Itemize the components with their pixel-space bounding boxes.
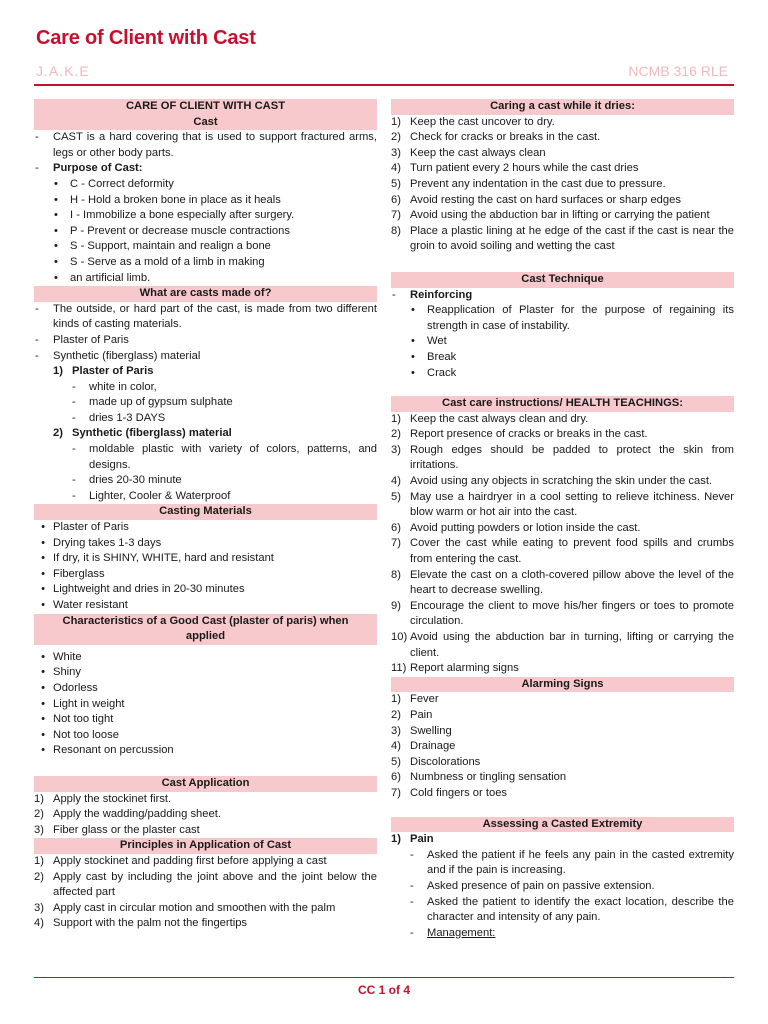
list-item: • P - Prevent or decrease muscle contractions — [54, 224, 290, 237]
list-item: 1) Keep the cast always clean and dry. — [391, 412, 589, 425]
list-item: • Not too loose — [41, 728, 119, 741]
list-item: - white in color, — [72, 380, 157, 393]
list-item: 3) Rough edges should be padded to protect the skin from irritations. — [391, 443, 734, 472]
list-item: 7) Avoid using the abduction bar in lifting or carrying the patient — [391, 209, 710, 222]
list-item: • Fiberglass — [41, 567, 105, 580]
list-item: 7) Cold fingers or toes — [391, 786, 508, 799]
casts-made-of-header: What are casts made of? — [34, 286, 377, 302]
list-item: 2) Pain — [391, 708, 433, 721]
casting-materials-header: Casting Materials — [34, 504, 377, 520]
main-section-header: CARE OF CLIENT WITH CAST — [34, 99, 377, 115]
list-item: 3) Keep the cast always clean — [391, 146, 546, 159]
list-item: - made up of gypsum sulphate — [72, 396, 233, 409]
list-item: 4) Drainage — [391, 740, 456, 753]
list-item: 5) Prevent any indentation in the cast due to pressure. — [391, 177, 666, 190]
author-label: J.A.K.E — [36, 63, 90, 79]
list-item: - Lighter, Cooler & Waterproof — [72, 489, 231, 502]
alarming-signs-header: Alarming Signs — [391, 677, 734, 693]
cast-header: Cast — [34, 115, 377, 131]
left-column — [34, 99, 377, 932]
list-item: - The outside, or hard part of the cast, is made from two different kinds of casting materials. — [35, 302, 377, 331]
list-item: 2) Apply the wadding/padding sheet. — [34, 808, 221, 821]
reinforcing-label: - Reinforcing — [392, 288, 473, 301]
course-code: NCMB 316 RLE — [628, 63, 728, 79]
document-title: Care of Client with Cast — [36, 27, 256, 49]
list-item: 3) Apply cast in circular motion and smoothen with the palm — [34, 901, 336, 914]
list-item: 10) Avoid using the abduction bar in turning, lifting or carrying the client. — [391, 631, 734, 659]
list-item: • Water resistant — [41, 599, 128, 611]
list-item: • Break — [411, 350, 457, 363]
purpose-label: - Purpose of Cast: — [35, 162, 143, 175]
list-item: • Resonant on percussion — [41, 744, 174, 757]
list-item: • Odorless — [41, 681, 98, 694]
list-item: - Synthetic (fiberglass) material — [35, 349, 201, 362]
page-number: CC 1 of 4 — [357, 983, 410, 997]
list-item: • If dry, it is SHINY, WHITE, hard and resistant — [41, 552, 274, 565]
list-item: 1) Keep the cast uncover to dry. — [391, 115, 555, 128]
list-item: 6) Avoid resting the cast on hard surfaces or sharp edges — [391, 193, 681, 206]
health-teachings-header: Cast care instructions/ HEALTH TEACHINGS: — [391, 396, 734, 412]
assessing-extremity-header: Assessing a Casted Extremity — [391, 817, 734, 833]
list-item: - Asked the patient if he feels any pain in the casted extremity and if the pain is increasing. — [410, 848, 734, 877]
plaster-label: 1) Plaster of Paris — [53, 365, 154, 378]
list-item: 4) Turn patient every 2 hours while the cast dries — [391, 162, 639, 175]
synthetic-label: 2) Synthetic (fiberglass) material — [53, 427, 232, 440]
list-item: 1) Fever — [391, 693, 439, 706]
list-item: 5) Discolorations — [391, 755, 481, 768]
list-item: • Lightweight and dries in 20-30 minutes — [41, 583, 245, 596]
list-item: • Plaster of Paris — [41, 521, 129, 534]
pain-label: 1) Pain — [391, 833, 434, 846]
list-item: 8) Place a plastic lining at he edge of the cast if the cast is near the groin to avoid soiling and wetting the cast — [391, 224, 734, 253]
list-item: - dries 20-30 minute — [72, 474, 182, 487]
list-item: 9) Encourage the client to move his/her fingers or toes to promote circulation. — [391, 599, 734, 628]
list-item: • White — [41, 650, 82, 663]
list-item: 6) Numbness or tingling sensation — [391, 771, 567, 784]
list-item: • C - Correct deformity — [54, 177, 174, 190]
list-item: - Asked presence of pain on passive extension. — [410, 879, 655, 892]
list-item: • H - Hold a broken bone in place as it heals — [54, 193, 281, 206]
header-divider — [34, 84, 734, 86]
footer-divider — [34, 977, 734, 978]
list-item: 3) Fiber glass or the plaster cast — [34, 823, 200, 836]
principles-header: Principles in Application of Cast — [34, 838, 377, 854]
list-item: 7) Cover the cast while eating to prevent food spills and crumbs from entering the cast. — [391, 537, 734, 566]
list-item: 1) Apply stockinet and padding first before applying a cast — [34, 854, 327, 867]
list-item: • S - Serve as a mold of a limb in making — [54, 255, 265, 268]
cast-definition: - CAST is a hard covering that is used to support fractured arms, legs or other body parts. — [35, 131, 377, 159]
list-item: 2) Apply cast by including the joint above and the joint below the affected part — [34, 870, 377, 899]
cast-technique-header: Cast Technique — [391, 272, 734, 288]
caring-while-dries-header: Caring a cast while it dries: — [391, 99, 734, 115]
list-item: 2) Check for cracks or breaks in the cast. — [391, 131, 601, 144]
list-item: • Drying takes 1-3 days — [41, 536, 162, 549]
good-cast-header: Characteristics of a Good Cast (plaster of paris) when applied — [34, 614, 377, 645]
list-item: • S - Support, maintain and realign a bone — [54, 240, 271, 253]
list-item: 1) Apply the stockinet first. — [34, 792, 172, 805]
list-item: • I - Immobilize a bone especially after surgery. — [54, 209, 295, 222]
list-item: • Light in weight — [41, 697, 125, 710]
list-item: 8) Elevate the cast on a cloth-covered pillow above the level of the heart to decrease swelling. — [391, 568, 734, 597]
list-item: 6) Avoid putting powders or lotion inside the cast. — [391, 521, 641, 534]
cast-application-header: Cast Application — [34, 776, 377, 792]
list-item: 2) Report presence of cracks or breaks in the cast. — [391, 428, 648, 441]
management-label: - Management: — [410, 926, 496, 939]
right-column — [391, 99, 734, 941]
list-item: 4) Support with the palm not the fingertips — [34, 917, 248, 930]
list-item: 11) Report alarming signs — [391, 662, 519, 675]
list-item: • Shiny — [41, 666, 81, 679]
list-item: - Asked the patient to identify the exact location, describe the character and intensity of any pain. — [410, 895, 734, 924]
list-item: 4) Avoid using any objects in scratching the skin under the cast. — [391, 475, 713, 488]
list-item: 3) Swelling — [391, 724, 452, 737]
list-item: - moldable plastic with variety of colors, patterns, and designs. — [72, 443, 377, 471]
list-item: • Not too tight — [41, 713, 114, 726]
list-item: • Reapplication of Plaster for the purpose of regaining its strength in case of instability. — [411, 304, 734, 332]
list-item: • an artificial limb. — [54, 271, 151, 284]
list-item: • Crack — [411, 366, 457, 379]
list-item: - dries 1-3 DAYS — [72, 411, 166, 424]
list-item: 5) May use a hairdryer in a cool setting to relieve itchiness. Never blow warm or hot air into the cast. — [391, 490, 734, 519]
list-item: - Plaster of Paris — [35, 333, 129, 346]
list-item: • Wet — [411, 335, 447, 348]
